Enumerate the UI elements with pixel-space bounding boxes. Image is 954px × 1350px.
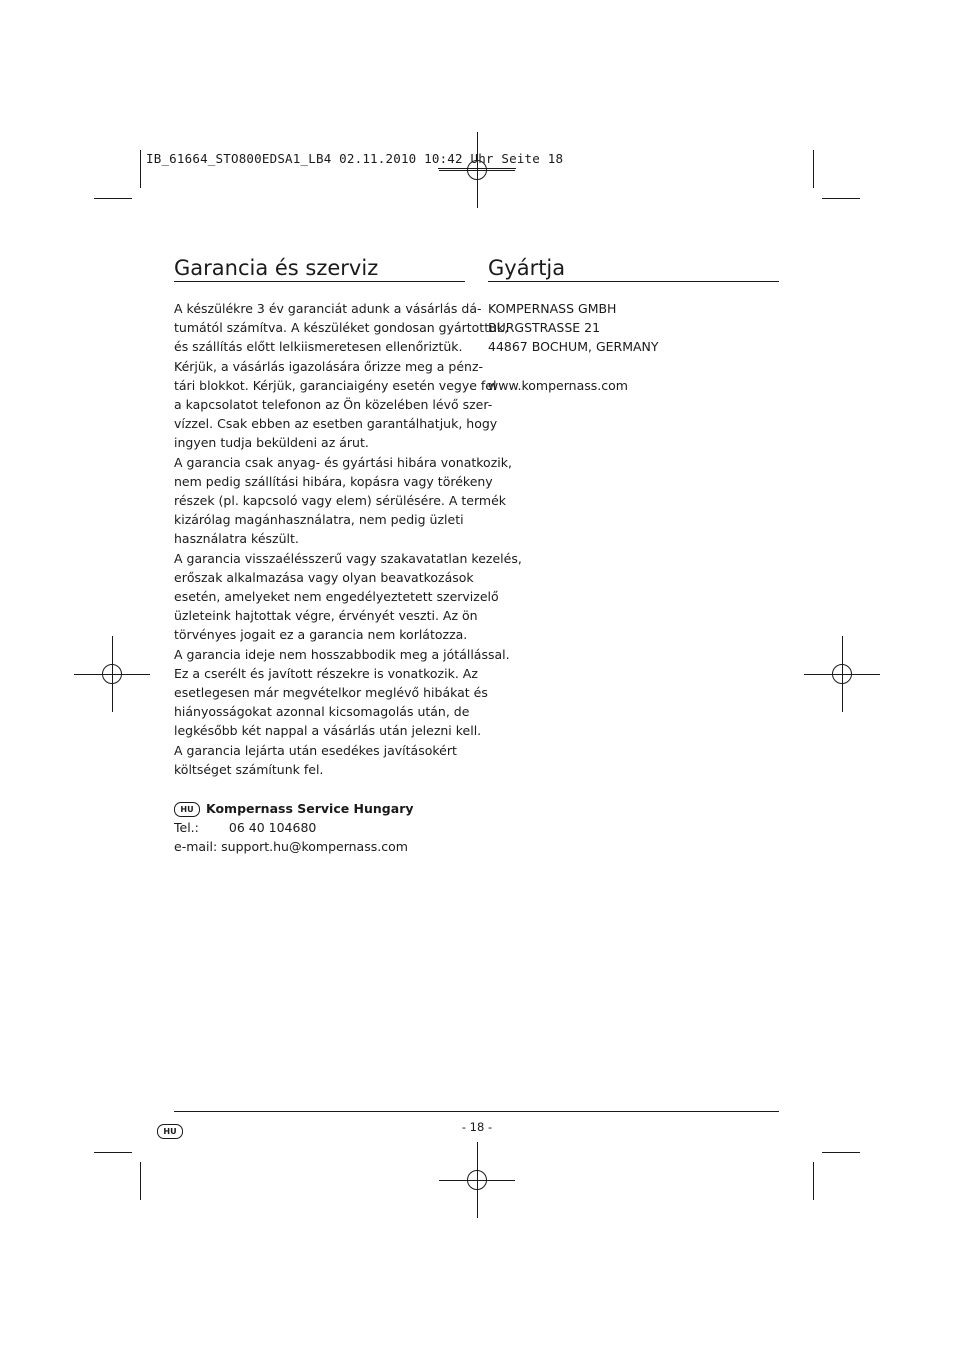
section-title-manufacturer: Gyártja: [488, 256, 566, 280]
service-contact: [174, 799, 414, 857]
address-line: BURGSTRASSE 21: [488, 320, 601, 336]
text-line: esetén, amelyeket nem engedélyeztetett szervizelő: [174, 589, 499, 605]
title-rule-right: [488, 281, 779, 282]
print-slug: IB_61664_STO800EDSA1_LB4 02.11.2010 10:42 Uhr Seite 18: [146, 151, 564, 166]
country-badge: HU: [174, 802, 200, 817]
manufacturer-website: www.kompernass.com: [488, 378, 628, 393]
text-line: ingyen tudja beküldeni az árut.: [174, 435, 369, 451]
service-name-line: [174, 799, 414, 818]
crop-mark: [822, 198, 860, 199]
text-line: tári blokkot. Kérjük, garanciaigény esetén vegye fel: [174, 377, 497, 393]
text-line: üzleteink hajtottak végre, érvényét veszti. Az ön: [174, 608, 478, 624]
text-line: a kapcsolatot telefonon az Ön közelében lévő szer-: [174, 397, 493, 413]
address-line: 44867 BOCHUM, GERMANY: [488, 339, 659, 355]
crop-mark: [140, 1162, 141, 1200]
text-line: Kérjük, a vásárlás igazolására őrizze meg a pénz-: [174, 358, 484, 374]
text-line: Ez a cserélt és javított részekre is vonatkozik. Az: [174, 665, 478, 681]
address-line: KOMPERNASS GMBH: [488, 301, 617, 316]
text-line: A garancia visszaélésszerű vagy szakavatatlan kezelés,: [174, 550, 522, 566]
tel-label: Tel.:: [174, 820, 199, 836]
text-line: legkésőbb két nappal a vásárlás után jelezni kell.: [174, 723, 482, 739]
crop-mark: [813, 1162, 814, 1200]
title-rule-left: [174, 281, 465, 282]
text-line: A készülékre 3 év garanciát adunk a vásárlás dá-: [174, 301, 482, 316]
text-line: tumától számítva. A készüléket gondosan gyártottuk,: [174, 320, 509, 336]
section-title-warranty: Garancia és szerviz: [174, 256, 379, 280]
crop-mark: [813, 150, 814, 188]
tel-number: 06 40 104680: [228, 820, 317, 836]
text-line: erőszak alkalmazása vagy olyan beavatkozások: [174, 569, 474, 585]
warranty-text: [174, 299, 522, 779]
text-line: költséget számítunk fel.: [174, 761, 324, 777]
text-line: nem pedig szállítási hibára, kopásra vagy törékeny: [174, 473, 493, 489]
crop-mark: [94, 198, 132, 199]
crop-mark: [822, 1152, 860, 1153]
crop-mark: [94, 1152, 132, 1153]
manufacturer-address: [488, 299, 659, 357]
footer-country-badge-wrap: [157, 1120, 189, 1139]
registration-mark-bottom: [439, 1142, 515, 1218]
email-line: e-mail: support.hu@kompernass.com: [174, 839, 408, 855]
service-name: Kompernass Service Hungary: [206, 801, 414, 816]
text-line: A garancia ideje nem hosszabbodik meg a jótállással.: [174, 646, 510, 662]
page-number: - 18 -: [461, 1120, 493, 1134]
text-line: használatra készült.: [174, 531, 299, 547]
text-line: hiányosságokat azonnal kicsomagolás után, de: [174, 704, 470, 720]
tel-line: [174, 818, 414, 837]
slug-underline: [438, 168, 516, 169]
text-line: törvényes jogait ez a garancia nem korlátozza.: [174, 627, 468, 643]
text-line: esetlegesen már megvételkor meglévő hibákat és: [174, 685, 488, 701]
footer-rule: [174, 1111, 779, 1112]
text-line: részek (pl. kapcsoló vagy elem) sérülésére. A termék: [174, 493, 507, 509]
crop-mark: [140, 150, 141, 188]
text-line: és szállítás előtt lelkiismeretesen ellenőriztük.: [174, 339, 463, 355]
text-line: A garancia csak anyag- és gyártási hibára vonatkozik,: [174, 454, 512, 470]
text-line: vízzel. Csak ebben az esetben garantálhatjuk, hogy: [174, 416, 498, 432]
registration-mark-top: [439, 132, 515, 208]
registration-mark-left: [74, 636, 150, 712]
registration-mark-right: [804, 636, 880, 712]
text-line: A garancia lejárta után esedékes javításokért: [174, 742, 457, 758]
text-line: kizárólag magánhasználatra, nem pedig üzleti: [174, 512, 464, 528]
footer-country-badge: HU: [157, 1124, 183, 1139]
